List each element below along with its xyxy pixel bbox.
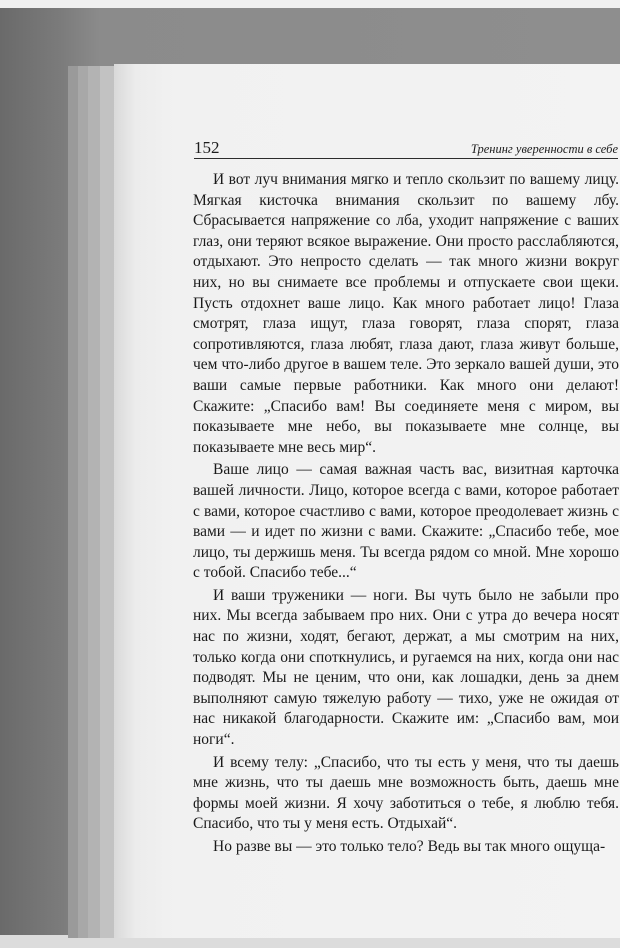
paragraph: Ваше лицо — самая важная часть вас, визитная карточка вашей личности. Лицо, которое всегда с вами, которое работает с вами, которое счастливо с вами, которое преодолевает жизнь с вами — и идет по жизни с вами. Скажите: „Спасибо тебе, мое лицо, ты держишь меня. Ты всегда рядом со мной. Мне хорошо с тобой. Спасибо тебе...“ — [193, 461, 619, 582]
page-edge — [88, 66, 100, 938]
paragraph: И всему телу: „Спасибо, что ты есть у меня, что ты даешь мне жизнь, что ты даешь мне возможность быть, даешь мне формы моей жизни. Я хочу заботиться о тебе, я люблю тебя. Спасибо, что ты у меня есть. Отдыхай“. — [193, 753, 619, 833]
header-rule — [194, 158, 618, 159]
page-number: 152 — [194, 138, 220, 157]
paragraph: И вот луч внимания мягко и тепло скользит по вашему лицу. Мягкая кисточка внимания скользит по вашему лбу. Сбрасывается напряжение со лба, уходит напряжение с ваших глаз, они теряют всякое выражение. Они просто расслабляются, отдыхают. Это непросто сделать — так много жизни вокруг них, но вы снимаете все проблемы и отпускаете свои щеки. Пусть отдохнет ваше лицо. Как много работает лицо! Глаза смотрят, глаза ищут, глаза говорят, глаза спорят, глаза сопротивляются, глаза любят, глаза дают, глаза живут больше, чем что-либо другое в вашем теле. Это зеркало вашей души, это ваши самые первые работники. Как много они делают! Скажите: „Спасибо вам! Вы соединяете меня с миром, вы показываете мне небо, вы показываете мне солнце, вы показываете мне весь мир“. — [193, 171, 619, 456]
paragraph: Но разве вы — это только тело? Ведь вы так много ощуща- — [213, 838, 606, 855]
page-edge — [68, 66, 78, 938]
page-edge — [78, 66, 88, 938]
top-margin — [0, 0, 620, 8]
page-edge — [100, 66, 114, 938]
running-title: Тренинг уверенности в себе — [470, 142, 618, 156]
running-head — [194, 138, 620, 160]
paragraph: И ваши труженики — ноги. Вы чуть было не забыли про них. Мы всегда забываем про них. Они с утра до вечера носят нас по жизни, ходят, бегают, держат, а мы смотрим на них, только когда они споткнулись, и ругаемся на них, когда они нас подводят. Мы не ценим, что они, как лошадки, день за днем выполняют самую тяжелую работу — тихо, уже не ожидая от нас никакой благодарности. Скажите им: „Спасибо вам, мои ноги“. — [193, 586, 619, 749]
body-text — [193, 170, 619, 860]
